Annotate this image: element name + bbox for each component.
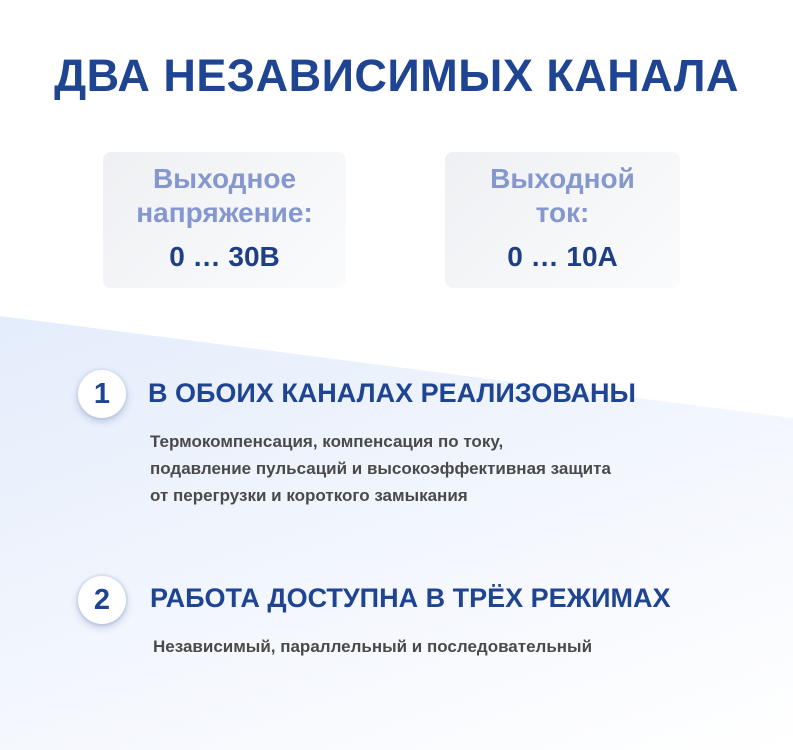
- page-title: ДВА НЕЗАВИСИМЫХ КАНАЛА: [54, 50, 739, 101]
- voltage-spec-label: Выходное напряжение:: [136, 163, 313, 228]
- feature-description-line: Термокомпенсация, компенсация по току,: [150, 432, 504, 451]
- feature-description-line: Независимый, параллельный и последовательный: [153, 637, 593, 656]
- current-spec-card: [445, 152, 680, 288]
- feature-number-badge: 1: [78, 370, 126, 418]
- current-spec-value: 0 … 10А: [507, 241, 618, 272]
- feature-description-line: подавление пульсаций и высокоэффективная защита: [150, 459, 611, 478]
- feature-number-badge: 2: [78, 576, 126, 624]
- voltage-spec-value: 0 … 30В: [169, 241, 280, 272]
- current-spec-label: Выходной ток:: [490, 163, 635, 228]
- voltage-spec-card: [103, 152, 346, 288]
- feature-heading: РАБОТА ДОСТУПНА В ТРЁХ РЕЖИМАХ: [150, 583, 671, 613]
- feature-description-line: от перегрузки и короткого замыкания: [150, 486, 468, 505]
- feature-description: [153, 633, 753, 660]
- feature-description: [150, 428, 760, 509]
- feature-heading: В ОБОИХ КАНАЛАХ РЕАЛИЗОВАНЫ: [148, 378, 636, 408]
